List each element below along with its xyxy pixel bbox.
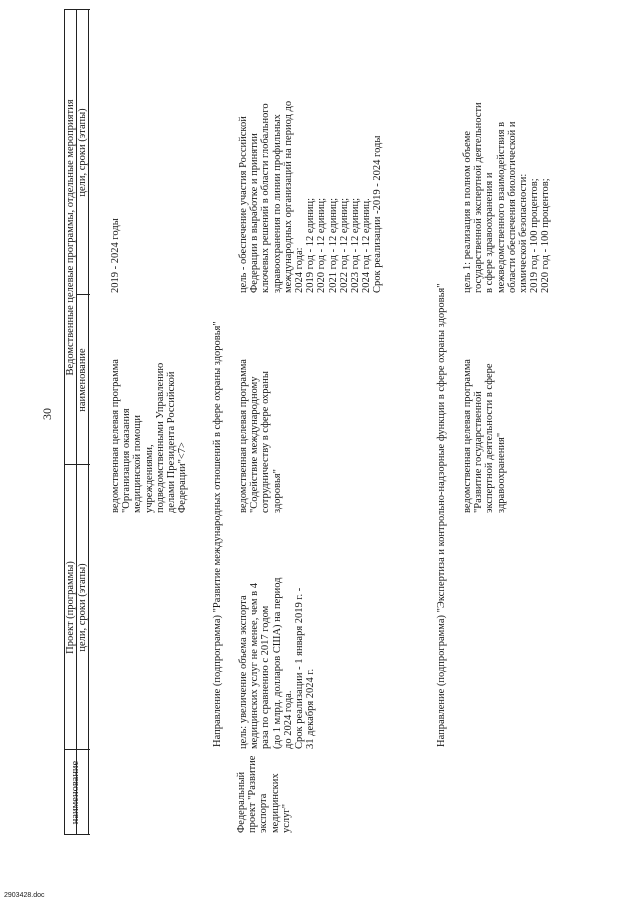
program-goal-2-line: 2024 года:: [294, 247, 306, 293]
project-name: Федеральный проект "Развитие экспорта медицинских услуг": [236, 755, 292, 833]
program-goal-3-line: 2019 год - 100 процентов;: [529, 178, 541, 293]
program-name-2-line: сотрудничеству в сфере охраны: [260, 371, 272, 513]
program-name-1-line: учреждениями,: [143, 444, 155, 513]
program-goal-2-line: 2019 год - 12 единиц;: [305, 197, 317, 293]
project-goal-line: медицинских услуг не менее, чем в 4: [249, 582, 261, 749]
project-goal-line: раза по сравнению с 2017 годом: [260, 605, 272, 749]
project-goal-line: до 2024 года.: [282, 690, 294, 749]
program-goal-3-line: химической безопасности:: [518, 173, 530, 293]
header-col-goals: цели, сроки (этапы): [77, 563, 88, 652]
program-goal-2-line: международных организаций на период до: [282, 100, 294, 293]
program-goal-2-line: 2020 год - 12 единиц;: [316, 197, 328, 293]
program-goal-2: [238, 101, 384, 293]
program-name-3-line: ведомственная целевая программа: [462, 359, 473, 513]
program-goal-3-line: в сфере здравоохранения и: [484, 172, 496, 293]
program-goal-2-line: 2022 год - 12 единиц;: [338, 197, 350, 293]
header-agency-group: Ведомственные целевые программы, отдельные мероприятия: [65, 99, 76, 376]
program-terms-1: 2019 - 2024 годы: [110, 218, 121, 293]
program-goal-3-line: цель 1: реализация в полном объеме: [462, 130, 473, 293]
program-name-1-line: делами Президента Российской: [166, 371, 178, 513]
project-goal-line: 31 декабря 2024 г.: [305, 668, 317, 749]
program-name-3-line: экспертной деятельности в сфере: [484, 363, 496, 513]
program-goal-3-line: 2020 год - 100 процентов;: [540, 178, 552, 293]
program-goal-2-line: 2023 год - 12 единиц;: [350, 197, 362, 293]
project-goal-line: цель: увеличение объема экспорта: [238, 595, 249, 749]
program-goal-3: [462, 102, 552, 293]
program-goal-2-line: 2021 год - 12 единиц;: [327, 197, 339, 293]
program-name-1-line: ведомственная целевая программа: [110, 359, 121, 513]
project-goal-line: (до 1 млрд. долларов США) на период: [271, 577, 283, 749]
program-name-1: [110, 359, 188, 513]
program-goal-2-line: цель - обеспечение участия Российской: [238, 116, 249, 293]
program-goal-2-line: Срок реализации -2019 - 2024 годы: [372, 135, 384, 293]
header-col-name: наименование: [70, 760, 81, 825]
program-name-1-line: медицинской помощи: [132, 415, 144, 513]
section-title-expertise: Направление (подпрограмма) "Экспертиза и контрольно-надзорные функции в сфере охраны здоровья": [436, 283, 447, 747]
program-goal-3-line: межведомственного взаимодействия в: [495, 121, 507, 293]
program-goal-3-line: государственной экспертной деятельности: [473, 102, 485, 293]
program-name-2-line: "Содействие международному: [249, 376, 261, 513]
project-goal-line: Срок реализации - 1 января 2019 г. -: [294, 587, 306, 749]
program-name-2: [238, 359, 283, 513]
program-name-3-line: "Развитие государственной: [473, 391, 485, 513]
section-title-international: Направление (подпрограмма) "Развитие международных отношений в сфере охраны здоровья": [212, 321, 223, 747]
program-name-2-line: ведомственная целевая программа: [238, 359, 249, 513]
program-name-2-line: здоровья": [271, 469, 283, 513]
program-goal-2-line: ключевых решений в области глобального: [260, 103, 272, 293]
program-name-1-line: Федерации"<7>: [177, 442, 189, 513]
header-col-name2: наименование: [77, 348, 88, 412]
project-goal-export: [238, 578, 316, 750]
header-project-group: Проект (программы): [65, 561, 76, 654]
program-name-1-line: "Организация оказания: [121, 408, 133, 513]
document-filename: 2903428.doc: [4, 892, 45, 899]
header-col-goals2: цели, сроки (этапы): [77, 108, 88, 197]
program-name-1-line: подведомственными Управлению: [154, 362, 166, 513]
program-goal-2-line: 2024 год - 12 единиц.: [361, 198, 373, 293]
program-goal-2-line: здравоохранения по линии профильных: [271, 114, 283, 293]
program-goal-3-line: области обеспечения биологической и: [506, 121, 518, 293]
page-number: 30: [40, 408, 54, 420]
program-name-3-line: здравоохранения": [495, 432, 507, 513]
program-goal-2-line: Федерации в выработке и принятии: [249, 133, 261, 293]
program-name-3: [462, 359, 507, 513]
